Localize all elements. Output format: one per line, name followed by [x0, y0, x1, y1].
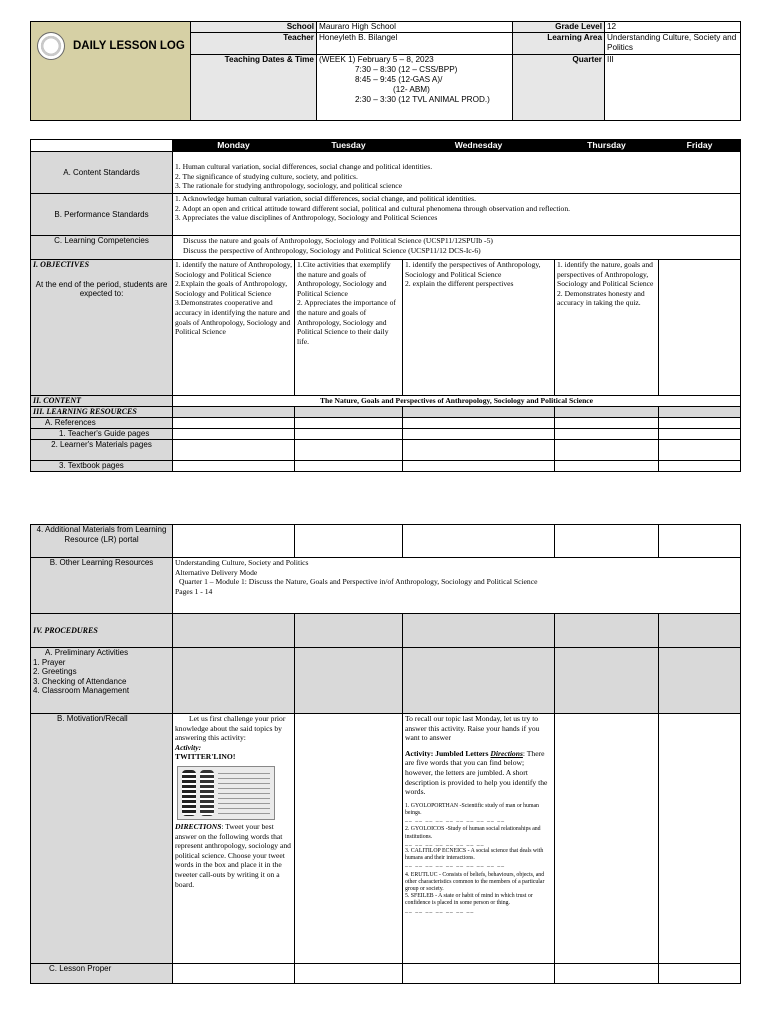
- school-value: Mauraro High School: [317, 22, 513, 33]
- other-resources-label: B. Other Learning Resources: [31, 558, 173, 614]
- motivation-wednesday: To recall our topic last Monday, let us try to answer this activity. Raise your hands if you want to answer Activity: Jumbled Letters Directions: There are five words that you can find below; however, the letters are jumbled. A short description is provided to help you identify the words. 1. GYOLOPORTHAN -Scientific study of man or human beings. __ __ __ __ __ __ __ __ __ __ 2. GYOLOICOS -Study of human social relationships and institutions. __ __ __ __ __ __ __ __ 3. CALITILOP ECNEICS - A social science that deals with humans and their interactions. __ __ __ __ __ __ __ __ __ __ 4. ERUTLUC - Consists of beliefs, behaviours, objects, and other characteristics common to the members of a particular group or society. 5. SFEILEB - A state or habit of mind in which trust or confidence is placed in some person or thing. __ __ __ __ __ __ __: [403, 714, 555, 964]
- day-header-blank: [31, 140, 173, 152]
- twitter-lino-image: [177, 766, 275, 820]
- deped-seal-icon: [37, 32, 65, 60]
- logo-cell: [31, 22, 191, 121]
- motivation-label: B. Motivation/Recall: [31, 714, 173, 964]
- teacher-label: Teacher: [191, 33, 317, 55]
- lesson-table-1: [30, 139, 741, 472]
- resources-label: III. LEARNING RESOURCES: [31, 407, 173, 418]
- objectives-wednesday: 1. identify the perspectives of Anthropology, Sociology and Political Science 2. explain the different perspectives: [403, 260, 555, 396]
- area-label: Learning Area: [513, 33, 605, 55]
- performance-standards-label: B. Performance Standards: [31, 194, 173, 236]
- other-resources-value: Understanding Culture, Society and Politics Alternative Delivery Mode Quarter 1 – Module 1: Discuss the Nature, Goals and Perspective in/of Anthropology, Sociology and Political Science Pages 1 - 14: [173, 558, 741, 614]
- procedures-label: IV. PROCEDURES: [31, 614, 173, 648]
- teacher-value: Honeyleth B. Bilangel: [317, 33, 513, 55]
- content-value: The Nature, Goals and Perspectives of Anthropology, Sociology and Political Science: [173, 396, 741, 407]
- objectives-monday: 1. identify the nature of Anthropology, Sociology and Political Science 2.Explain the goals of Anthropology, Sociology and Political Science 3.Demonstrates cooperative and accuracy in identifying the nature and goals of Anthropology, Sociology and Political Science: [173, 260, 295, 396]
- motivation-thursday: [555, 714, 659, 964]
- quarter-value: III: [605, 55, 741, 121]
- log-title: DAILY LESSON LOG: [73, 40, 185, 52]
- day-header-tuesday: Tuesday: [295, 140, 403, 152]
- objectives-tuesday: 1.Cite activities that exemplify the nature and goals of Anthropology, Sociology and Political Science 2. Appreciates the importance of the nature and goals of Anthropology, Sociology and Political Science to their daily life.: [295, 260, 403, 396]
- grade-value: 12: [605, 22, 741, 33]
- dates-label: Teaching Dates & Time: [191, 55, 317, 121]
- content-standards-label: A. Content Standards: [31, 152, 173, 194]
- content-label: II. CONTENT: [31, 396, 173, 407]
- motivation-tuesday: [295, 714, 403, 964]
- competencies-label: C. Learning Competencies: [31, 236, 173, 260]
- school-label: School: [191, 22, 317, 33]
- header-table: [30, 21, 741, 121]
- grade-label: Grade Level: [513, 22, 605, 33]
- quarter-label: Quarter: [513, 55, 605, 121]
- lesson-table-2: [30, 524, 741, 984]
- objectives-thursday: 1. identify the nature, goals and perspectives of Anthropology, Sociology and Political Science 2. Demonstrates honesty and accuracy in taking the quiz.: [555, 260, 659, 396]
- preliminary-label: A. Preliminary Activities 1. Prayer 2. Greetings 3. Checking of Attendance 4. Classroom Management: [31, 648, 173, 714]
- day-header-monday: Monday: [173, 140, 295, 152]
- objectives-friday: [659, 260, 741, 396]
- day-header-friday: Friday: [659, 140, 741, 152]
- references-label: A. References: [31, 418, 173, 429]
- motivation-monday: Let us first challenge your prior knowledge about the said topics by answering this activity: Activity: TWITTER'LINO! DIRECTIONS: Tweet your best answer on the following words that represent anthropology, sociology and political science. Choose your tweet words in the box and place it in the tweeter call-outs by writing it on a board.: [173, 714, 295, 964]
- motivation-friday: [659, 714, 741, 964]
- teachers-guide-label: 1. Teacher's Guide pages: [31, 429, 173, 440]
- competencies-value: Discuss the nature and goals of Anthropology, Sociology and Political Science (UCSP11/12SPUIb -5) Discuss the perspective of Anthropology, Sociology and Political Science (UCSP11/12 DCS-Ic-6): [173, 236, 741, 260]
- textbook-label: 3. Textbook pages: [31, 461, 173, 472]
- lesson-proper-label: C. Lesson Proper: [31, 964, 173, 984]
- learners-materials-label: 2. Learner's Materials pages: [31, 440, 173, 461]
- objectives-label: I. OBJECTIVES At the end of the period, students are expected to:: [31, 260, 173, 396]
- performance-standards-value: 1. Acknowledge human cultural variation, social differences, social change, and political identities. 2. Adopt an open and critical attitude toward different social, political and cultural phenomena through observation and reflection. 3. Appreciates the value disciplines of Anthropology, Sociology and Political Sciences: [173, 194, 741, 236]
- additional-materials-label: 4. Additional Materials from Learning Resource (LR) portal: [31, 525, 173, 558]
- day-header-thursday: Thursday: [555, 140, 659, 152]
- dates-value: (WEEK 1) February 5 – 8, 2023 7:30 – 8:30 (12 – CSS/BPP) 8:45 – 9:45 (12-GAS A)/ (12- ABM) 2:30 – 3:30 (12 TVL ANIMAL PROD.): [317, 55, 513, 121]
- content-standards-value: 1. Human cultural variation, social differences, social change and political identities. 2. The significance of studying culture, society, and politics. 3. The rationale for studying anthropology, sociology, and political science: [173, 152, 741, 194]
- area-value: Understanding Culture, Society and Politics: [605, 33, 741, 55]
- day-header-wednesday: Wednesday: [403, 140, 555, 152]
